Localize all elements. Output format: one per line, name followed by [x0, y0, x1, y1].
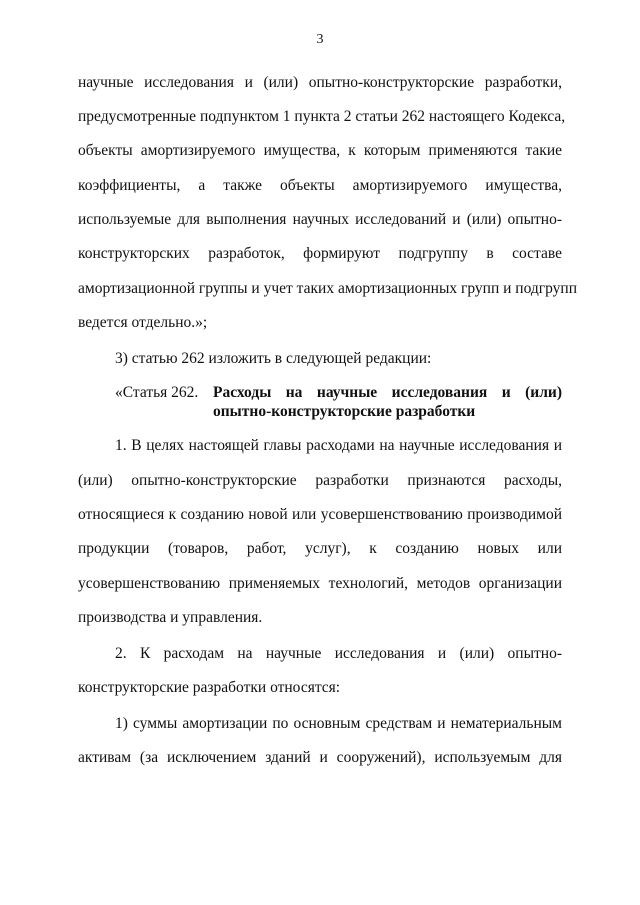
subitem-1-line-2: активам (за исключением зданий и сооружений), используемым для	[78, 749, 562, 766]
text-line-4: коэффициенты, а также объекты амортизируемого имущества,	[78, 177, 562, 194]
text-line-5: используемые для выполнения научных исследований и (или) опытно-	[78, 211, 562, 228]
article-label: «Статья 262.	[115, 384, 199, 401]
text-line-8: ведется отдельно.»;	[78, 314, 208, 331]
paragraph-1-line-4: продукции (товаров, работ, услуг), к созданию новых или	[78, 540, 562, 557]
paragraph-1-line-1: 1. В целях настоящей главы расходами на научные исследования и	[115, 437, 562, 454]
paragraph-1-line-3: относящиеся к созданию новой или усовершенствованию производимой	[78, 506, 562, 523]
page-number: 3	[316, 32, 324, 47]
article-title-line-1: Расходы на научные исследования и (или)	[213, 384, 562, 401]
text-line-3: объекты амортизируемого имущества, к которым применяются такие	[78, 142, 562, 159]
text-line-6: конструкторских разработок, формируют подгруппу в составе	[78, 245, 562, 262]
text-line-2: предусмотренные подпунктом 1 пункта 2 статьи 262 настоящего Кодекса,	[78, 108, 566, 125]
paragraph-2-line-1: 2. К расходам на научные исследования и (или) опытно-	[115, 645, 562, 662]
subitem-1-line-1: 1) суммы амортизации по основным средствам и нематериальным	[115, 715, 562, 732]
paragraph-1-line-2: (или) опытно-конструкторские разработки признаются расходы,	[78, 472, 562, 489]
amendment-item-3: 3) статью 262 изложить в следующей редакции:	[115, 350, 432, 367]
article-title-line-2: опытно-конструкторские разработки	[213, 403, 476, 420]
paragraph-2-line-2: конструкторские разработки относятся:	[78, 679, 341, 696]
text-line-7: амортизационной группы и учет таких амортизационных групп и подгрупп	[78, 280, 578, 297]
paragraph-1-line-5: усовершенствованию применяемых технологий, методов организации	[78, 575, 562, 592]
text-line-1: научные исследования и (или) опытно-конструкторские разработки,	[78, 74, 562, 91]
paragraph-1-line-6: производства и управления.	[78, 609, 263, 626]
